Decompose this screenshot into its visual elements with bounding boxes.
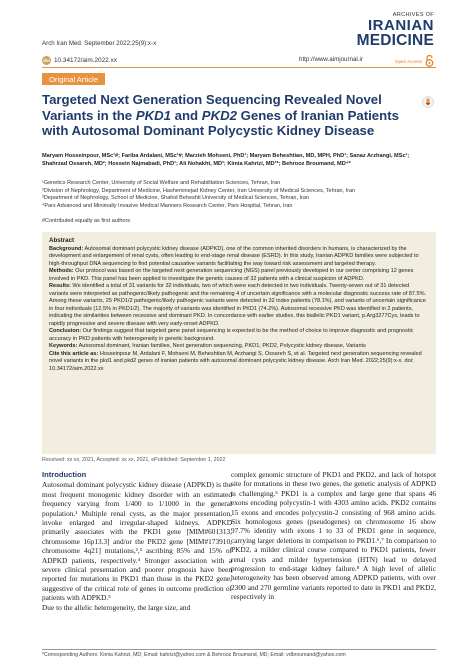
doi-text[interactable]: 10.34172/aim.2022.xx	[54, 57, 117, 64]
abstract-box	[42, 232, 436, 454]
article-type-badge: Original Article	[42, 73, 105, 85]
abstract-keywords: Keywords: Autosomal dominant, Iranian families, Next generation sequencing, PKD1, PKD2, Polycystic kidney disease, Variants	[49, 343, 366, 349]
corresponding-authors-footnote: *Corresponding Authors: Kimia Kahrizi, MD; Email: kahrizi@yahoo.com & Behrooz Broumand, MD; Email: vdbroumand@yahoo.com	[42, 649, 436, 658]
doi-line[interactable]	[42, 56, 117, 65]
introduction-text-left: Autosomal dominant polycystic kidney disease (ADPKD) is the most frequent monogenic kidney disorder with an estimated frequency varying from 1/400 to 1/1000 in the general population.¹ Multiple renal cysts, as the major presentation, invoke enlarged and irregular-shaped kidneys. ADPKD primarily associates with the PKD1 gene [MIM#601313, chromosome 16p13.3] and/or the PKD2 gene [MIM#173910, chromosome 4q21] mutations,²,³ ascribing 85% and 15% of ADPKD patients, respectively.⁴ Stronger association with a severe clinical presentation and poorer prognosis have been reported for mutations in PKD1 than those in the PKD2 gene, suggestive of the critical role of genes in outcome prediction of patients with ADPKD.⁵ Due to the allelic heterogeneity, the large size, and	[42, 480, 232, 612]
affiliation: ³Department of Nephrology, School of Medicine, Shahid Beheshti University of Medical Sciences, Tehran, Iran	[42, 195, 309, 202]
author-list: Maryam Hosseinpour, MSc¹#; Fariba Ardalani, MSc¹#; Marzieh Mohseni, PhD¹; Maryam Beheshtian, MD, MPH, PhD¹; Sanaz Arzhangi, MSc¹; Shahrzad Ossareh, MD²; Hossein Najmabadi, PhD¹; Ali Nohakht, MD³; Kimia Kahrizi, MD¹*; Behrooz Broumand, MD⁴*	[42, 153, 410, 168]
article-title: Targeted Next Generation Sequencing Revealed Novel Variants in the PKD1 and PKD2 Genes of Iranian Patients with Autosomal Dominant Polycystic Kidney Disease	[42, 92, 399, 139]
introduction-heading: Introduction	[42, 470, 87, 479]
body-left-column	[42, 470, 232, 612]
header-rule	[42, 67, 436, 68]
doi-icon: doi	[43, 58, 50, 63]
equal-contribution-note: #Contributed equally as first authors	[42, 218, 131, 224]
affiliation: ²Division of Nephrology, Department of Medicine, Hasheminejad Kidney Center, Iran University of Medical Sciences, Tehran, Iran	[42, 187, 356, 194]
check-for-updates-icon[interactable]	[422, 96, 434, 108]
article-dates: Received: xx xx, 2021, Accepted: xx xx, 2021, ePublished: September 1, 2022	[42, 457, 226, 463]
open-access	[350, 55, 434, 67]
citation-line: Arch Iran Med. September 2022;25(9):x-x	[42, 40, 157, 47]
affiliation: ⁴Pars Advanced and Minimally Invasive Medical Manners Research Center, Pars Hospital, Tehran, Iran	[42, 202, 293, 209]
abstract-conclusion: Conclusion: Our findings suggest that targeted gene panel sequencing is expected to be the method of choice to improve diagnostic and prognostic accuracy in PKD patients with heterogeneity in genetic background.	[49, 328, 414, 342]
journal-brand	[350, 12, 434, 67]
brand-line1: IRANIAN	[368, 17, 434, 34]
abstract-results: Results: We identified a total of 31 variants for 32 individuals, two of which were each detected in two individuals. Twenty-seven out of 31 detected variants were interpreted as pathogenic/likely pathogenic and the remaining 4 of uncertain significance with a molecular diagnostic success rate of 87.5%. Among these variants, 25 PKD1/2 pathogenic/likely pathogenic variants were detected in 32 index patients (78.1%), and variants of uncertain significance in four individuals (12.5% in PKD1/2). The majority of variants was identified in PKD1 (74.2%). Autosomal recessive PKD was identified in 2 patients, indicating the similarities between recessive and dominant PKD. In concordance with earlier studies, this biallelic PKD1 variant, p.Arg3277Cys, leads to rapidly progressive and severe disease with very early-onset ADPKD.	[49, 283, 427, 327]
brand-small: ARCHIVES OF	[392, 12, 434, 18]
open-access-icon	[425, 55, 434, 67]
affiliation: ¹Genetics Research Center, University of Social Welfare and Rehabilitation Sciences, Tehran, Iran	[42, 180, 281, 186]
journal-url[interactable]: http://www.aimjournal.ir	[299, 56, 363, 63]
body-right-column	[231, 470, 436, 602]
affiliations	[42, 180, 434, 210]
abstract-cite: Cite this article as: Hosseinpour M, Ardalani F, Mohseni M, Beheshtian M, Arzhangi S, Ossareh S, et al. Targeted next generation sequencing revealed novel variants in the pkd1 and pkd2 genes of iranian patients with autosomal dominant polycystic kidney disease. Arch Iran Med. 2022;25(9):x-x. doi: 10.34172/aim.2022.xx	[49, 350, 422, 372]
introduction-text-right: complex genomic structure of PKD1 and PKD2, and lack of hotspot site for mutations in these two genes, the genetic analysis of ADPKD is challenging.⁵ PKD1 is a complex and large gene that spans 46 exons encoding polycystin-1 with 4303 amino acids. PKD2 contains 15 exons and encodes polycystin-2 consisting of 968 amino acids. Six homologous genes (pseudogenes) on chromosome 16 show 97.7% identity with exons 1 to 33 of PKD1 gene in sequence, carrying larger deletions in comparison to PKD1.⁶,⁷ In comparison to PKD2, a milder clinical course compared to PKD1 patients, fewer renal cysts and milder hypertension (HTN) lead to delayed progression to end-stage kidney failure.⁸ A high level of allelic heterogeneity has been observed among ADPKD patients, with over 2300 and 270 germline variants reported to date in PKD1 and PKD2, respectively in	[231, 470, 436, 602]
brand-line2: MEDICINE	[356, 32, 434, 49]
abstract-background: Background: Autosomal dominant polycystic kidney disease (ADPKD), one of the common inherited disorders in humans, is characterized by the development and enlargement of renal cysts, often leading to end-stage renal disease (ESRD). In this study, Iranian ADPKD families were subjected to high-throughput DNA sequencing to find potential causative variants facilitating the way toward risk assessment and targeted therapy.	[49, 245, 419, 267]
abstract-methods: Methods: Our protocol was based on the targeted next generation sequencing (NGS) panel previously developed in our center comprising 12 genes involved in PKD. This panel has been applied to investigate the genetic causes of 32 patients with a clinical suspicion of ADPKD.	[49, 268, 414, 282]
abstract-heading: Abstract	[49, 237, 75, 244]
open-access-label: Open Access	[394, 58, 422, 64]
